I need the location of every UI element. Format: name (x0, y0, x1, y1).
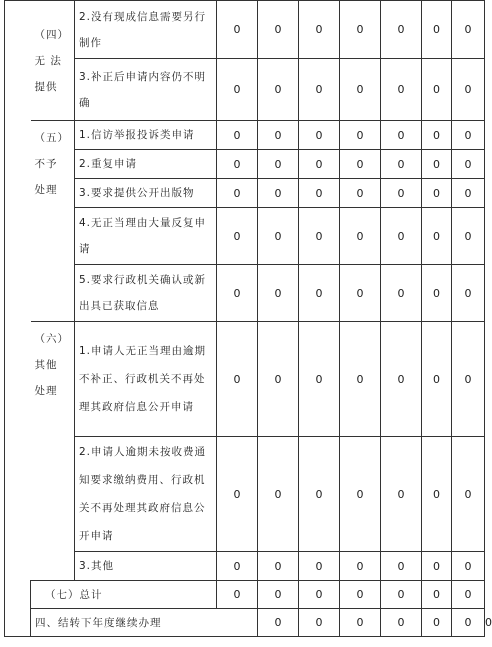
cell-value: 0 (299, 150, 340, 179)
cell-value: 0 (422, 581, 452, 609)
group-label-line: （四） (34, 28, 69, 41)
cell-value: 0 (217, 179, 258, 208)
cell-value: 0 (340, 552, 381, 581)
row-label: 1.申请人无正当理由逾期不补正、行政机关不再处理其政府信息公开申请 (75, 322, 217, 437)
group-label-line: 提供 (34, 80, 58, 93)
cell-value: 0 (452, 208, 485, 265)
cell-value: 0 (299, 552, 340, 581)
group-label-line: （六） (34, 333, 69, 345)
total-label: （七）总计 (31, 581, 217, 609)
cell-value: 0 (452, 322, 485, 437)
row-label: 3.补正后申请内容仍不明确 (75, 59, 217, 121)
cell-value: 0 (422, 322, 452, 437)
cell-value: 0 (381, 322, 422, 437)
table-row (5, 437, 485, 552)
row-label: 3.其他 (75, 552, 217, 581)
table-row (5, 179, 485, 208)
cell-value: 0 (217, 552, 258, 581)
group-label-other-processing (31, 322, 75, 581)
cell-value: 0 (217, 150, 258, 179)
table-row (5, 208, 485, 265)
row-label: 4.无正当理由大量反复申请 (75, 208, 217, 265)
cell-value: 0 (340, 59, 381, 121)
cell-value: 0 (452, 265, 485, 322)
cell-value: 0 (452, 609, 485, 637)
cell-value: 0 (381, 1, 422, 59)
row-label: 2.重复申请 (75, 150, 217, 179)
group-label-line: 其他 (34, 359, 58, 371)
cell-value: 0 (381, 437, 422, 552)
cell-value: 0 (422, 208, 452, 265)
cell-value: 0 (381, 265, 422, 322)
table-row (5, 265, 485, 322)
cell-value: 0 (381, 179, 422, 208)
table-row (5, 59, 485, 121)
indent-cell (5, 1, 31, 637)
carryover-row: 四、结转下年度继续办理 0 0 0 0 0 0 0 (5, 609, 485, 637)
cell-value: 0 (340, 581, 381, 609)
cell-value: 0 (299, 121, 340, 150)
cell-value: 0 (258, 59, 299, 121)
cell-value: 0 (258, 265, 299, 322)
cell-value: 0 (340, 609, 381, 637)
row-label: 1.信访举报投诉类申请 (75, 121, 217, 150)
cell-value: 0 (422, 59, 452, 121)
cell-value: 0 (217, 581, 258, 609)
group-label-not-processed (31, 121, 75, 322)
cell-value: 0 (258, 208, 299, 265)
cell-value: 0 (381, 581, 422, 609)
cell-value: 0 (452, 437, 485, 552)
cell-value: 0 (299, 1, 340, 59)
cell-value: 0 (299, 581, 340, 609)
cell-value: 0 (258, 552, 299, 581)
table-row (5, 322, 485, 437)
total-row (5, 581, 485, 609)
row-label: 5.要求行政机关确认或新出具已获取信息 (75, 265, 217, 322)
cell-value: 0 (217, 437, 258, 552)
table-row (5, 552, 485, 581)
cell-value: 0 (258, 150, 299, 179)
cell-value: 0 (299, 179, 340, 208)
cell-value: 0 (452, 581, 485, 609)
cell-value: 0 (381, 552, 422, 581)
cell-value: 0 (340, 121, 381, 150)
cell-value: 0 (422, 150, 452, 179)
table-row (5, 150, 485, 179)
cell-value: 0 (299, 322, 340, 437)
cell-value: 0 (381, 150, 422, 179)
cell-value: 0 (340, 179, 381, 208)
cell-value: 0 (217, 208, 258, 265)
group-label-line: 无 法 (34, 54, 62, 67)
cell-value: 0 (299, 265, 340, 322)
cell-value: 0 (452, 1, 485, 59)
row-label: 2.没有现成信息需要另行制作 (75, 1, 217, 59)
cell-value: 0 (217, 322, 258, 437)
cell-value: 0 (422, 265, 452, 322)
row-label: 3.要求提供公开出版物 (75, 179, 217, 208)
cell-value: 0 (340, 437, 381, 552)
cell-value: 0 (422, 437, 452, 552)
group-label-line: （五） (34, 132, 69, 144)
cell-value: 0 (217, 59, 258, 121)
cell-value: 0 (299, 437, 340, 552)
cell-value: 0 (258, 437, 299, 552)
cell-value: 0 (422, 552, 452, 581)
table-row (5, 121, 485, 150)
cell-value: 0 (258, 1, 299, 59)
group-label-line: 处理 (34, 184, 58, 196)
cell-value: 0 (452, 179, 485, 208)
disclosure-stats-table (4, 0, 492, 637)
cell-value: 0 (258, 121, 299, 150)
cell-value: 0 (452, 150, 485, 179)
cell-value: 0 (340, 322, 381, 437)
cell-value: 0 (422, 609, 452, 637)
cell-value: 0 (217, 265, 258, 322)
cell-value: 0 (258, 609, 299, 637)
cell-value: 0 (381, 59, 422, 121)
cell-value: 0 (422, 1, 452, 59)
group-label-line: 不予 (34, 158, 58, 170)
cell-value: 0 (258, 322, 299, 437)
cell-value: 0 (340, 265, 381, 322)
cell-value: 0 (381, 208, 422, 265)
cell-value: 0 (299, 208, 340, 265)
row-label: 2.申请人逾期未按收费通知要求缴纳费用、行政机关不再处理其政府信息公开申请 (75, 437, 217, 552)
cell-value: 0 (258, 581, 299, 609)
cell-value: 0 (381, 121, 422, 150)
cell-value: 0 (340, 1, 381, 59)
carryover-label: 四、结转下年度继续办理 (31, 609, 258, 637)
cell-value: 0 (299, 609, 340, 637)
cell-value: 0 (258, 179, 299, 208)
group-label-cannot-provide (31, 1, 75, 121)
cell-value: 0 (422, 179, 452, 208)
cell-value: 0 (340, 208, 381, 265)
cell-value: 0 (217, 1, 258, 59)
cell-value: 0 (452, 121, 485, 150)
cell-value: 0 (381, 609, 422, 637)
cell-value: 0 (452, 59, 485, 121)
group-label-line: 处理 (34, 385, 58, 397)
cell-value: 0 (299, 59, 340, 121)
cell-value: 0 (422, 121, 452, 150)
cell-value: 0 (217, 121, 258, 150)
cell-value: 0 (452, 552, 485, 581)
table-row (5, 1, 485, 59)
cell-value: 0 (340, 150, 381, 179)
